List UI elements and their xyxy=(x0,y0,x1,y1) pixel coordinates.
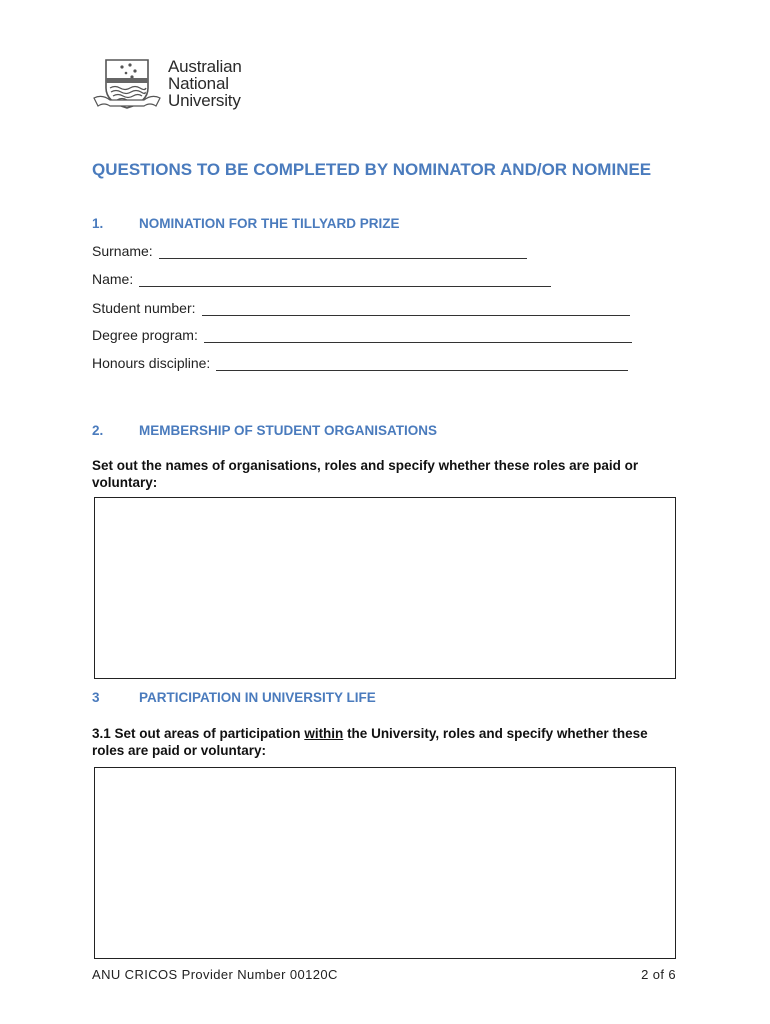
logo-line-3: University xyxy=(168,91,241,110)
section-2-number: 2. xyxy=(92,423,104,438)
section-3-title: PARTICIPATION IN UNIVERSITY LIFE xyxy=(139,690,376,705)
organisations-text-box[interactable] xyxy=(94,497,676,679)
footer-page-number: 2 of 6 xyxy=(641,967,676,982)
name-label: Name: xyxy=(92,271,134,287)
honours-discipline-input-line[interactable] xyxy=(216,358,628,371)
section-1-title: NOMINATION FOR THE TILLYARD PRIZE xyxy=(139,216,400,231)
footer-provider-number: ANU CRICOS Provider Number 00120C xyxy=(92,967,338,982)
name-input-line[interactable] xyxy=(139,274,551,287)
section-3-instruction-post: the University, roles and specify whether these roles are paid or voluntary: xyxy=(92,726,648,758)
section-2-heading xyxy=(92,423,437,438)
participation-text-box[interactable] xyxy=(94,767,676,959)
logo-line-1: Australian xyxy=(168,57,242,76)
surname-field[interactable] xyxy=(92,243,527,259)
page-title: QUESTIONS TO BE COMPLETED BY NOMINATOR AND/OR NOMINEE xyxy=(92,160,652,179)
surname-input-line[interactable] xyxy=(159,246,527,259)
degree-program-input-line[interactable] xyxy=(204,330,632,343)
student-number-label: Student number: xyxy=(92,300,196,316)
student-number-input-line[interactable] xyxy=(202,303,630,316)
section-3-heading xyxy=(92,690,376,705)
degree-program-field[interactable] xyxy=(92,327,632,343)
section-1-heading xyxy=(92,216,400,231)
honours-discipline-field[interactable] xyxy=(92,355,628,371)
anu-logo xyxy=(92,54,262,114)
section-3-instruction-emphasis: within xyxy=(304,726,344,741)
surname-label: Surname: xyxy=(92,243,153,259)
section-3-instruction xyxy=(92,725,672,759)
logo-wordmark xyxy=(168,58,242,109)
degree-program-label: Degree program: xyxy=(92,327,198,343)
honours-discipline-label: Honours discipline: xyxy=(92,355,211,371)
student-number-field[interactable] xyxy=(92,300,630,316)
section-3-instruction-pre: 3.1 Set out areas of participation xyxy=(92,726,305,741)
section-2-title: MEMBERSHIP OF STUDENT ORGANISATIONS xyxy=(139,423,438,438)
section-2-instruction: Set out the names of organisations, roles and specify whether these roles are paid or voluntary: xyxy=(92,458,639,490)
name-field[interactable] xyxy=(92,271,551,287)
section-1-number: 1. xyxy=(92,216,104,231)
section-3-number: 3 xyxy=(92,690,100,705)
logo-line-2: National xyxy=(168,74,229,93)
anu-crest-icon xyxy=(92,54,162,112)
